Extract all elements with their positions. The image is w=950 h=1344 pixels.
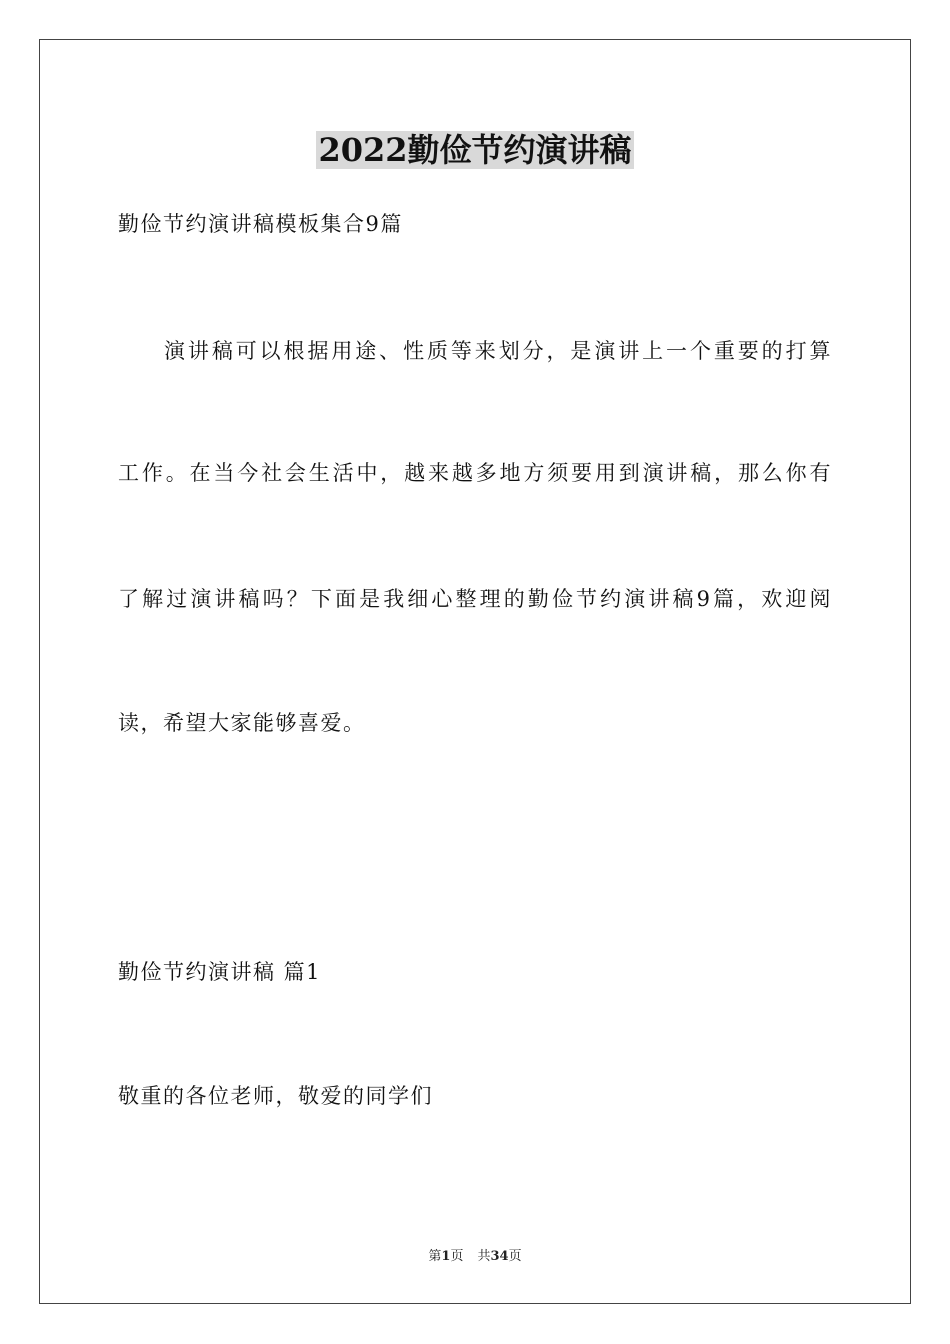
intro-paragraph-line-2: 工作。在当今社会生活中，越来越多地方须要用到演讲稿，那么你有 <box>118 461 832 485</box>
document-title-text: 2022勤俭节约演讲稿 <box>318 131 632 169</box>
footer-page-prefix: 第 <box>428 1249 442 1264</box>
footer-total-suffix: 页 <box>508 1249 522 1264</box>
document-subtitle: 勤俭节约演讲稿模板集合9篇 <box>118 212 403 236</box>
intro-paragraph-line-3: 了解过演讲稿吗？下面是我细心整理的勤俭节约演讲稿9篇，欢迎阅 <box>118 587 832 611</box>
document-title <box>0 128 950 172</box>
intro-paragraph-line-4: 读，希望大家能够喜爱。 <box>118 711 366 735</box>
greeting-line: 敬重的各位老师，敬爱的同学们 <box>118 1084 433 1108</box>
intro-paragraph-line-1: 演讲稿可以根据用途、性质等来划分，是演讲上一个重要的打算 <box>164 339 832 363</box>
section-heading: 勤俭节约演讲稿 篇1 <box>118 960 322 984</box>
page-footer <box>0 1248 950 1266</box>
footer-page-number: 1 <box>441 1249 451 1264</box>
footer-total-prefix: 共 <box>477 1249 491 1264</box>
footer-total-pages: 34 <box>490 1249 509 1264</box>
footer-page-suffix: 页 <box>450 1249 464 1264</box>
